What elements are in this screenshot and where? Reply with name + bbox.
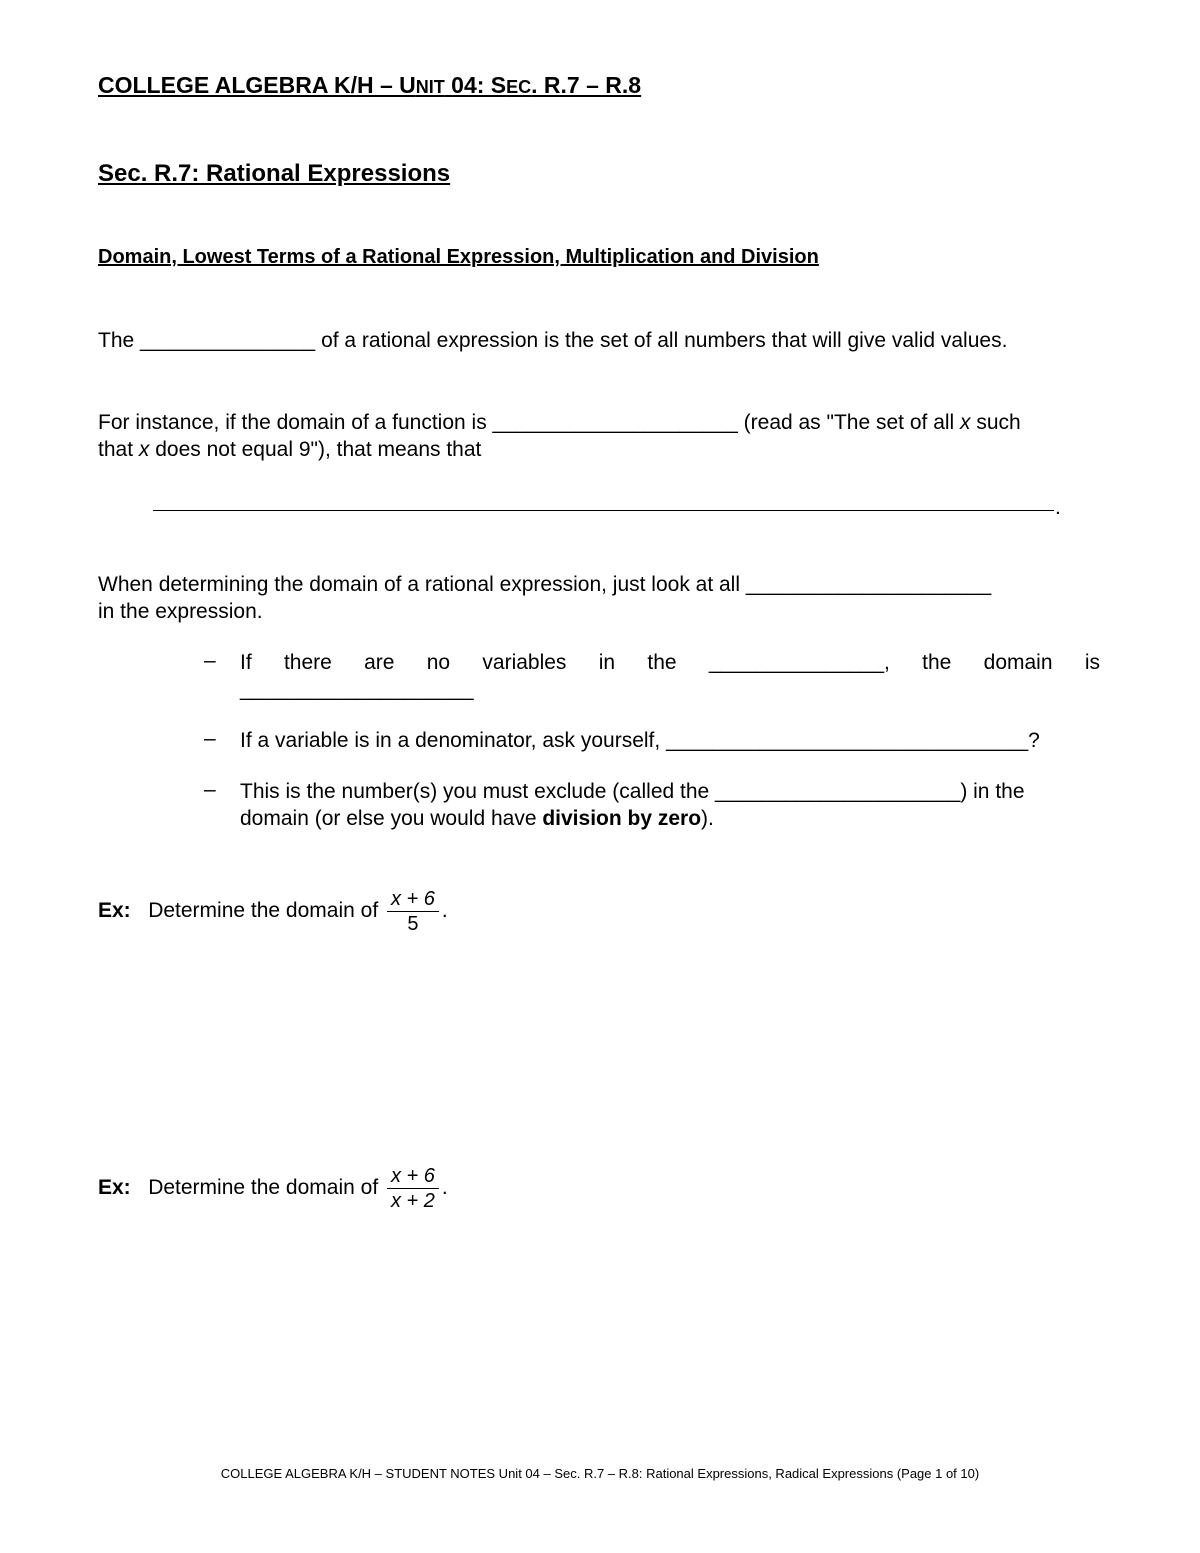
word: the [647, 651, 677, 674]
text: ). [701, 807, 714, 830]
word: If [240, 651, 252, 674]
word: there [283, 651, 332, 674]
text: This is the number(s) you must exclude (called the [240, 780, 716, 803]
title-part: NIT [415, 77, 445, 97]
example-1 [98, 887, 448, 936]
bullet-variable-denominator [240, 727, 1040, 754]
word: in [598, 651, 616, 674]
fill-blank: ____________________ [240, 678, 474, 701]
word: variables [482, 651, 567, 674]
period: . [1055, 496, 1061, 519]
domain-definition [98, 327, 1007, 354]
example-text: Determine the domain of [148, 1176, 384, 1200]
numerator: x + 6 [387, 887, 439, 912]
word: is [1084, 651, 1100, 674]
fraction [387, 887, 439, 936]
subsection-heading: Domain, Lowest Terms of a Rational Expression, Multiplication and Division [98, 246, 819, 268]
fill-blank: _______________ [140, 329, 316, 352]
variable: x [960, 411, 971, 434]
document-title [98, 72, 641, 99]
fill-blank: _______________, [708, 651, 890, 674]
determine-domain-line1 [98, 571, 991, 598]
bullet-dash: – [204, 649, 216, 672]
title-part: COLLEGE ALGEBRA K/H – U [98, 72, 416, 98]
example-label: Ex: [98, 899, 131, 923]
denominator: 5 [407, 913, 419, 935]
fill-blank: _____________________ [715, 780, 961, 803]
variable: x [138, 438, 150, 461]
text: The [98, 329, 141, 352]
example-2 [98, 1164, 448, 1213]
bullet-dash: – [204, 727, 216, 750]
text: such [970, 411, 1021, 434]
fill-blank: _____________________ [745, 573, 992, 596]
text: that [98, 438, 139, 461]
text: of a rational expression is the set of all numbers that will give valid values. [315, 329, 1008, 352]
word: are [364, 651, 395, 674]
word: no [426, 651, 451, 674]
denominator: x + 2 [391, 1190, 435, 1212]
period: . [441, 899, 448, 923]
domain-example-line1 [98, 409, 1021, 436]
title-part: . R.7 – R.8 [531, 72, 642, 98]
bullet-no-variables [240, 649, 1100, 676]
bullet-dash: – [204, 778, 216, 801]
bullet-exclude-line2 [240, 805, 714, 832]
answer-line [153, 510, 1054, 511]
fraction [387, 1164, 439, 1213]
example-label: Ex: [98, 1176, 131, 1200]
text: ? [1028, 729, 1040, 752]
page-footer: COLLEGE ALGEBRA K/H – STUDENT NOTES Unit 04 – Sec. R.7 – R.8: Rational Expressions, Radical Expressions (Page 1 of 10) [220, 1466, 980, 1481]
text: For instance, if the domain of a function is [98, 411, 493, 434]
section-heading: Sec. R.7: Rational Expressions [98, 160, 451, 187]
text: does not equal 9"), that means that [149, 438, 482, 461]
text: ) in the [960, 780, 1025, 803]
period: . [441, 1176, 448, 1200]
text: (read as "The set of all [737, 411, 961, 434]
text: If a variable is in a denominator, ask yourself, [240, 729, 667, 752]
word: domain [983, 651, 1053, 674]
text: When determining the domain of a rational expression, just look at all [98, 573, 746, 596]
fill-blank: _____________________ [492, 411, 738, 434]
domain-example-line2 [98, 436, 481, 463]
title-part: 04: S [444, 72, 507, 98]
word: the [922, 651, 952, 674]
bullet-exclude-line1 [240, 778, 1025, 805]
example-text: Determine the domain of [148, 899, 384, 923]
numerator: x + 6 [387, 1164, 439, 1189]
emphasis: division by zero [542, 807, 702, 830]
title-part: EC [506, 77, 532, 97]
determine-domain-line2: in the expression. [98, 600, 263, 623]
text: domain (or else you would have [240, 807, 543, 830]
fill-blank: _______________________________ [666, 729, 1029, 752]
